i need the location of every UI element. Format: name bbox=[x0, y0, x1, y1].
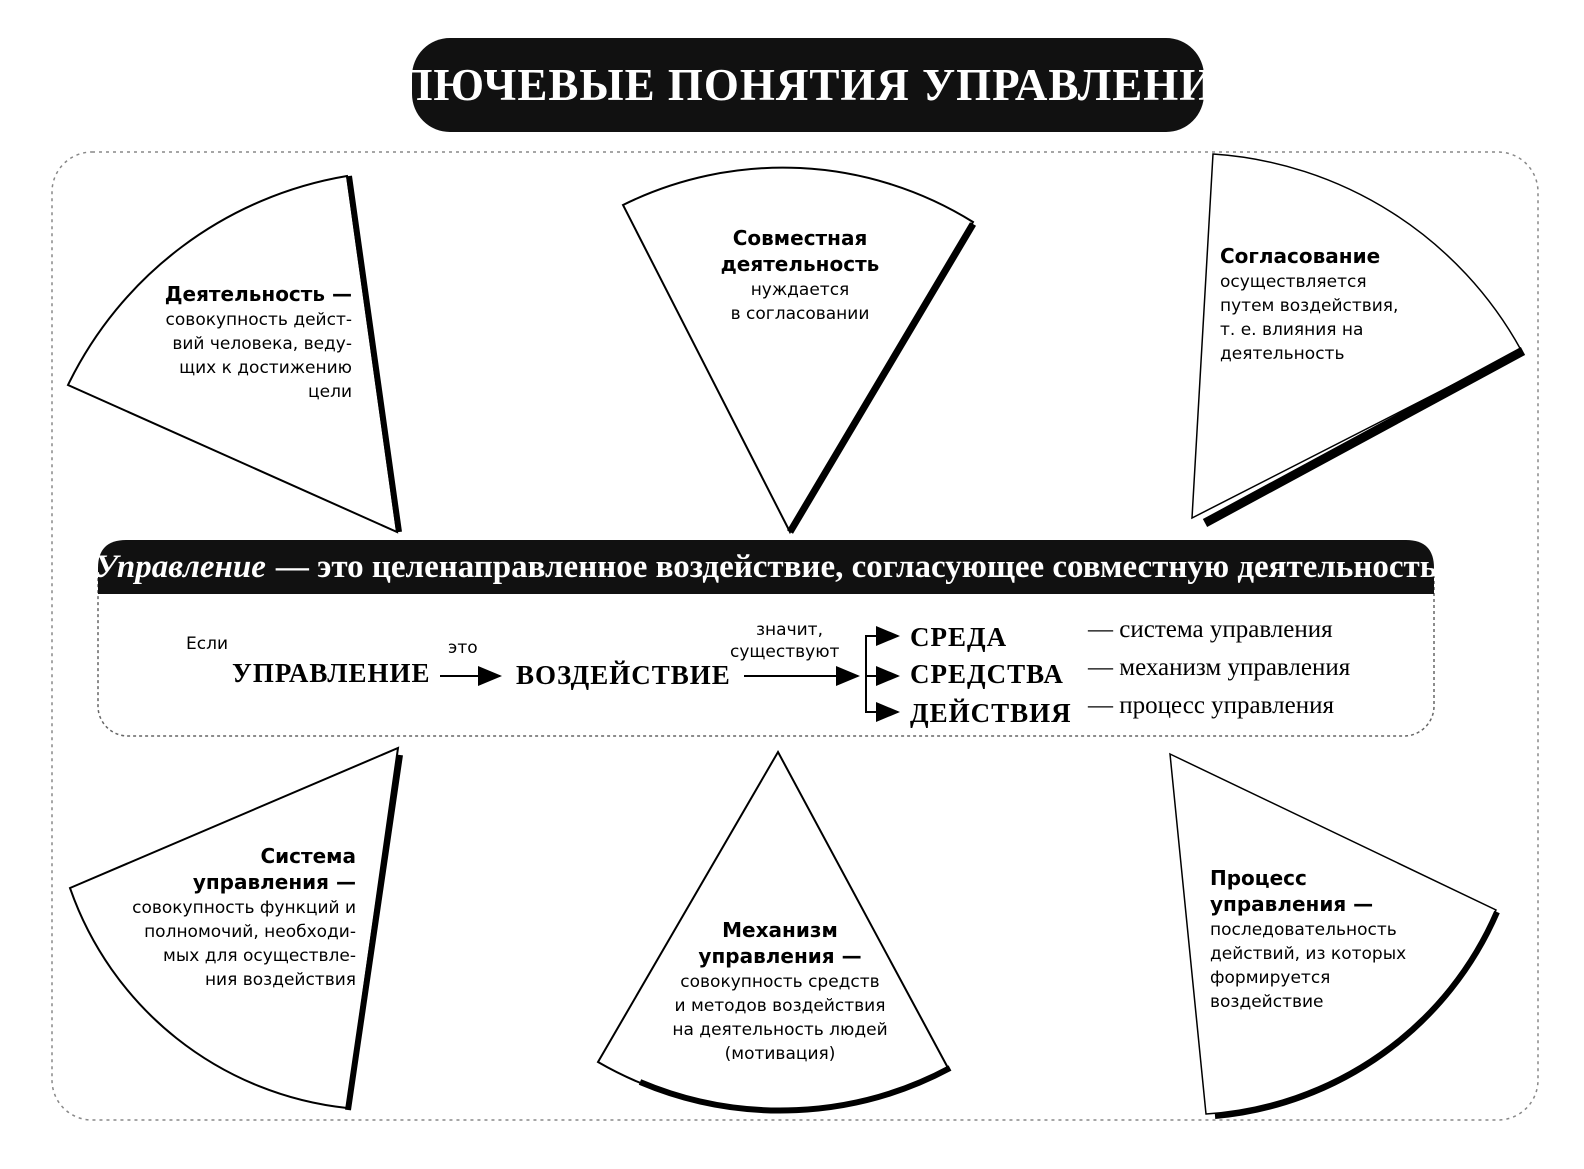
sector-system-line: ния воздействия bbox=[204, 970, 356, 990]
sector-system-term-2: управления — bbox=[192, 870, 356, 894]
sector-coordination-text bbox=[1220, 244, 1450, 366]
sector-mechanism-term-1: Механизм bbox=[722, 918, 838, 942]
definition-term: Управление bbox=[94, 548, 266, 585]
branch-name-2: СРЕДСТВА bbox=[910, 659, 1064, 689]
sector-coordination-line: т. е. влияния на bbox=[1220, 320, 1364, 340]
sector-mechanism-term-2: управления — bbox=[698, 944, 862, 968]
sector-activity-line: цели bbox=[308, 382, 352, 402]
branch-name-3: ДЕЙСТВИЯ bbox=[910, 698, 1072, 728]
sector-activity-term: Деятельность — bbox=[164, 282, 352, 306]
sector-system-text bbox=[80, 844, 356, 992]
branch-desc-3: — процесс управления bbox=[1088, 692, 1334, 719]
sector-joint-line: в согласовании bbox=[730, 304, 870, 324]
sector-joint-line: нуждается bbox=[750, 280, 850, 300]
sector-mechanism-line: и методов воздействия bbox=[674, 996, 886, 1016]
branch-name-1: СРЕДА bbox=[910, 622, 1008, 652]
sector-activity-line: щих к достижению bbox=[179, 358, 352, 378]
sector-coordination-term: Согласование bbox=[1220, 244, 1381, 268]
flow-if-label: Если bbox=[186, 634, 229, 654]
definition-text: — это целенаправленное воздействие, согласующее совместную деятельность bbox=[275, 548, 1438, 585]
branch-desc-2: — механизм управления bbox=[1088, 654, 1351, 681]
flow-subject: УПРАВЛЕНИЕ bbox=[232, 658, 431, 688]
flow-means-label-1: значит, bbox=[756, 620, 823, 640]
sector-activity-line: вий человека, веду- bbox=[172, 334, 352, 354]
flow-means-label-2: существуют bbox=[730, 642, 840, 662]
sector-joint-term-1: Совместная bbox=[732, 226, 868, 250]
sector-mechanism-line: совокупность средств bbox=[680, 972, 880, 992]
sector-coordination-line: деятельность bbox=[1220, 344, 1345, 364]
sector-process-line: последовательность bbox=[1210, 920, 1397, 940]
sector-process-line: действий, из которых bbox=[1210, 944, 1407, 964]
definition-heading bbox=[94, 540, 1438, 594]
sector-system-line: полномочий, необходи- bbox=[144, 922, 356, 942]
sector-coordination-line: осуществляется bbox=[1220, 272, 1367, 292]
sector-system-term-1: Система bbox=[260, 844, 356, 868]
sector-process-text bbox=[1210, 866, 1460, 1014]
sector-coordination-line: путем воздействия, bbox=[1220, 296, 1399, 316]
sector-mechanism-text bbox=[640, 918, 920, 1066]
sector-joint-text bbox=[700, 226, 900, 326]
sector-process-term-1: Процесс bbox=[1210, 866, 1307, 890]
page-title: КЛЮЧЕВЫЕ ПОНЯТИЯ УПРАВЛЕНИЯ bbox=[365, 60, 1249, 110]
sector-system-line: совокупность функций и bbox=[132, 898, 356, 918]
sector-process-line: формируется bbox=[1210, 968, 1331, 988]
sector-activity-text bbox=[120, 282, 352, 404]
flow-is-label: это bbox=[448, 638, 478, 658]
sector-joint-shape bbox=[623, 168, 973, 532]
branch-desc-1: — система управления bbox=[1088, 616, 1333, 643]
sector-mechanism-line: (мотивация) bbox=[724, 1044, 836, 1064]
sector-process-line: воздействие bbox=[1210, 992, 1324, 1012]
sector-joint-term-2: деятельность bbox=[720, 252, 880, 276]
sector-process-term-2: управления — bbox=[1210, 892, 1374, 916]
sector-mechanism-line: на деятельность людей bbox=[672, 1020, 888, 1040]
sector-system-line: мых для осуществле- bbox=[163, 946, 356, 966]
sector-activity-line: совокупность дейст- bbox=[165, 310, 352, 330]
flow-object: ВОЗДЕЙСТВИЕ bbox=[516, 660, 731, 690]
